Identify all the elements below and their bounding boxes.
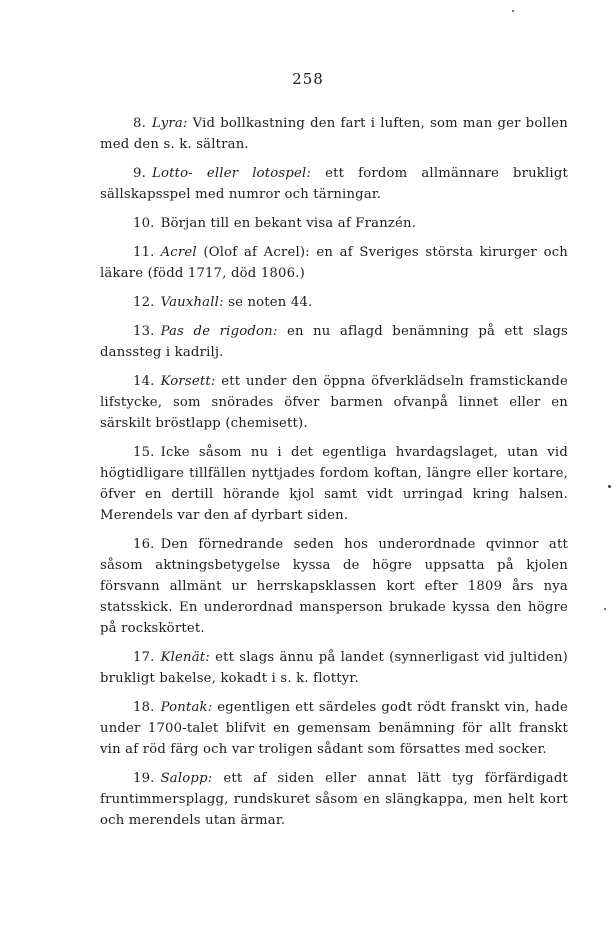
note-text: ett af siden eller annat lätt tyg förfärdigadt fruntimmersplagg, rundskuret såsom en slängkappa, men helt kort och merendels utan ärmar.: [100, 771, 568, 828]
note-number: 16.: [133, 537, 155, 552]
note-term: Vauxhall:: [160, 295, 224, 310]
note-number: 15.: [133, 445, 155, 460]
note-term: Lotto- eller lotospel:: [151, 166, 312, 181]
note-text: ett under den öppna öfverklädseln framstickande lifstycke, som snörades öfver barmen ofvanpå linnet eller en särskilt bröstlapp (chemisett).: [100, 374, 568, 431]
note-13: [100, 321, 568, 363]
note-10: [100, 213, 568, 234]
page-number: 258: [292, 70, 324, 88]
note-16: [100, 534, 568, 639]
note-17: [100, 647, 568, 689]
note-14: [100, 371, 568, 434]
note-number: 8.: [133, 116, 146, 131]
note-number: 18.: [133, 700, 155, 715]
scan-speck: [604, 608, 606, 610]
notes-list: [100, 113, 568, 839]
note-number: 17.: [133, 650, 155, 665]
note-8: [100, 113, 568, 155]
note-number: 11.: [133, 245, 155, 260]
note-term: Salopp:: [160, 771, 213, 786]
note-18: [100, 697, 568, 760]
note-number: 9.: [133, 166, 146, 181]
note-text: Den förnedrande seden hos underordnade qvinnor att såsom aktningsbetygelse kyssa de högre uppsatta på kjolen försvann allmänt ur herrskapsklassen kort efter 1809 års nya statsskick. En underordnad mansperson brukade kyssa den högre på rockskörtet.: [100, 537, 568, 636]
note-text: en nu aflagd benämning på ett slags danssteg i kadrilj.: [100, 324, 568, 360]
note-text: Icke såsom nu i det egentliga hvardagslaget, utan vid högtidligare tillfällen nyttjades fordom koftan, längre eller kortare, öfver en dertill hörande kjol samt vidt urringad kring halsen. Merendels var den af dyrbart siden.: [100, 445, 568, 523]
scan-speck: [608, 485, 611, 488]
note-12: [100, 292, 568, 313]
note-text: egentligen ett särdeles godt rödt franskt vin, hade under 1700-talet blifvit en gemensam benämning för allt franskt vin af röd färg och var troligen sådant som försattes med socker.: [100, 700, 568, 757]
note-text: se noten 44.: [223, 295, 313, 310]
scan-speck: [512, 10, 514, 12]
note-9: [100, 163, 568, 205]
note-number: 10.: [133, 216, 155, 231]
note-term: Pontak:: [160, 700, 213, 715]
note-term: Korsett:: [160, 374, 216, 389]
note-number: 19.: [133, 771, 155, 786]
note-term: Lyra:: [151, 116, 188, 131]
note-number: 13.: [133, 324, 155, 339]
note-text: Vid bollkastning den fart i luften, som man ger bollen med den s. k. sältran.: [100, 116, 568, 152]
note-number: 14.: [133, 374, 155, 389]
note-15: [100, 442, 568, 526]
note-19: [100, 768, 568, 831]
note-11: [100, 242, 568, 284]
note-text: (Olof af Acrel): en af Sveriges största kirurger och läkare (född 1717, död 1806.): [100, 245, 568, 281]
note-term: Pas de rigodon:: [160, 324, 278, 339]
note-term: Acrel: [160, 245, 197, 260]
note-text: ett fordom allmännare brukligt sällskapsspel med numror och tärningar.: [100, 166, 568, 202]
note-term: Klenät:: [160, 650, 210, 665]
note-number: 12.: [133, 295, 155, 310]
note-text: ett slags ännu på landet (synnerligast vid jultiden) brukligt bakelse, kokadt i s. k. flottyr.: [100, 650, 568, 686]
note-text: Början till en bekant visa af Franzén.: [160, 216, 417, 231]
